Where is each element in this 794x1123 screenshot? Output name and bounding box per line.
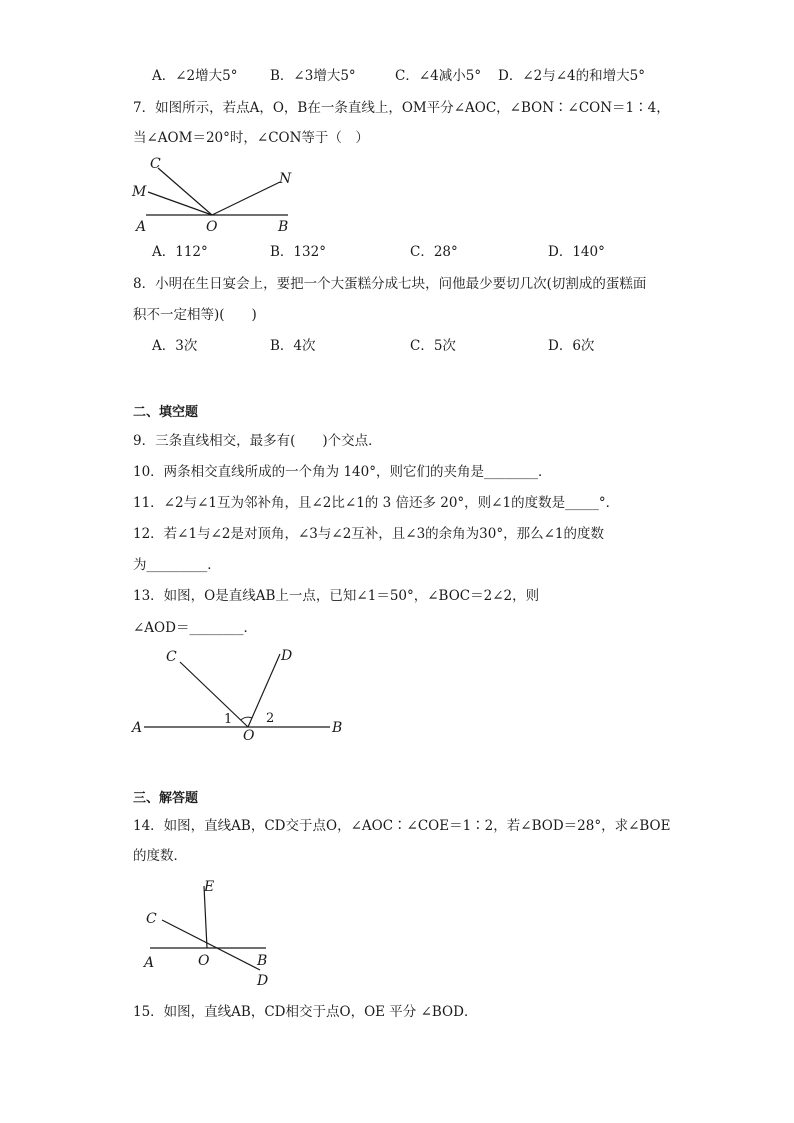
q14-label-d: D <box>257 973 269 989</box>
q14-figure <box>140 872 280 992</box>
q14-text-line2: 的度数． <box>133 848 187 864</box>
q7-option-b: B．132° <box>270 244 326 260</box>
q6-option-d: D．∠2与∠4的和增大5° <box>498 68 645 84</box>
q9-text: 9．三条直线相交，最多有( )个交点． <box>133 433 382 449</box>
q13-label-c: C <box>166 649 177 665</box>
q13-label-o: O <box>243 728 255 744</box>
q7-ray-om <box>148 192 212 215</box>
q7-label-o: O <box>206 219 218 235</box>
q7-label-b: B <box>278 219 289 235</box>
q7-text-line2: 当∠AOM＝20°时，∠CON等于（ ） <box>133 130 369 146</box>
q8-text-line1: 8．小明在生日宴会上，要把一个大蛋糕分成七块，问他最少要切几次(切割成的蛋糕面 <box>133 276 647 292</box>
q14-label-c: C <box>146 911 157 927</box>
q8-option-b: B．4次 <box>270 338 316 354</box>
q7-text-line1: 7．如图所示，若点A，O，B在一条直线上，OM平分∠AOC，∠BON∶∠CON＝1∶4， <box>133 100 670 116</box>
q8-text-line2: 积不一定相等)( ) <box>133 307 257 323</box>
q7-option-c: C．28° <box>410 244 458 260</box>
q13-text-line2: ∠AOD＝________． <box>133 620 257 636</box>
q7-label-n: N <box>279 171 292 187</box>
section-title-solve: 三、解答题 <box>133 791 199 806</box>
q13-label-d: D <box>281 648 293 664</box>
q7-option-d: D．140° <box>548 244 605 260</box>
q13-angle-arc <box>241 717 252 720</box>
q7-label-c: C <box>150 156 161 172</box>
q14-label-o: O <box>198 953 210 969</box>
q11-text: 11．∠2与∠1互为邻补角，且∠2比∠1的 3 倍还多 20°，则∠1的度数是_____°． <box>133 495 620 511</box>
q8-option-c: C．5次 <box>410 338 456 354</box>
q13-text-line1: 13．如图，O是直线AB上一点，已知∠1＝50°，∠BOC＝2∠2，则 <box>133 588 540 604</box>
q7-figure <box>130 150 310 240</box>
q15-text: 15．如图，直线AB，CD相交于点O，OE 平分 ∠BOD． <box>133 1004 478 1020</box>
q10-text: 10．两条相交直线所成的一个角为 140°，则它们的夹角是________． <box>133 464 552 480</box>
q12-text-line2: 为_________． <box>133 557 221 573</box>
q7-option-a: A．112° <box>152 244 208 260</box>
q14-text-line1: 14．如图，直线AB，CD交于点O，∠AOC∶∠COE＝1∶2，若∠BOD＝28°，求∠BOE <box>133 818 671 834</box>
q13-label-b: B <box>332 720 343 736</box>
q8-option-a: A．3次 <box>152 338 198 354</box>
q13-figure <box>130 640 360 745</box>
q14-label-e: E <box>204 879 215 895</box>
q14-line-cd <box>162 920 260 970</box>
q14-label-a: A <box>144 955 155 971</box>
q6-option-a: A．∠2增大5° <box>152 68 238 84</box>
q7-label-m: M <box>132 184 147 200</box>
q6-option-c: C．∠4减小5° <box>395 68 482 84</box>
q13-label-a: A <box>132 720 143 736</box>
q12-text-line1: 12．若∠1与∠2是对顶角，∠3与∠2互补，且∠3的余角为30°，那么∠1的度数 <box>133 526 605 542</box>
q13-label-angle-1: 1 <box>224 712 233 727</box>
q7-ray-on <box>212 182 280 215</box>
q14-ray-oe <box>204 886 207 948</box>
q6-option-b: B．∠3增大5° <box>270 68 356 84</box>
q7-label-a: A <box>136 219 147 235</box>
section-title-fill-in: 二、填空题 <box>133 405 199 420</box>
q14-label-b: B <box>257 953 268 969</box>
q13-ray-od <box>248 654 280 727</box>
q8-option-d: D．6次 <box>548 338 595 354</box>
q13-label-angle-2: 2 <box>266 711 275 726</box>
q13-ray-oc <box>180 662 248 727</box>
q7-ray-oc <box>158 168 212 215</box>
